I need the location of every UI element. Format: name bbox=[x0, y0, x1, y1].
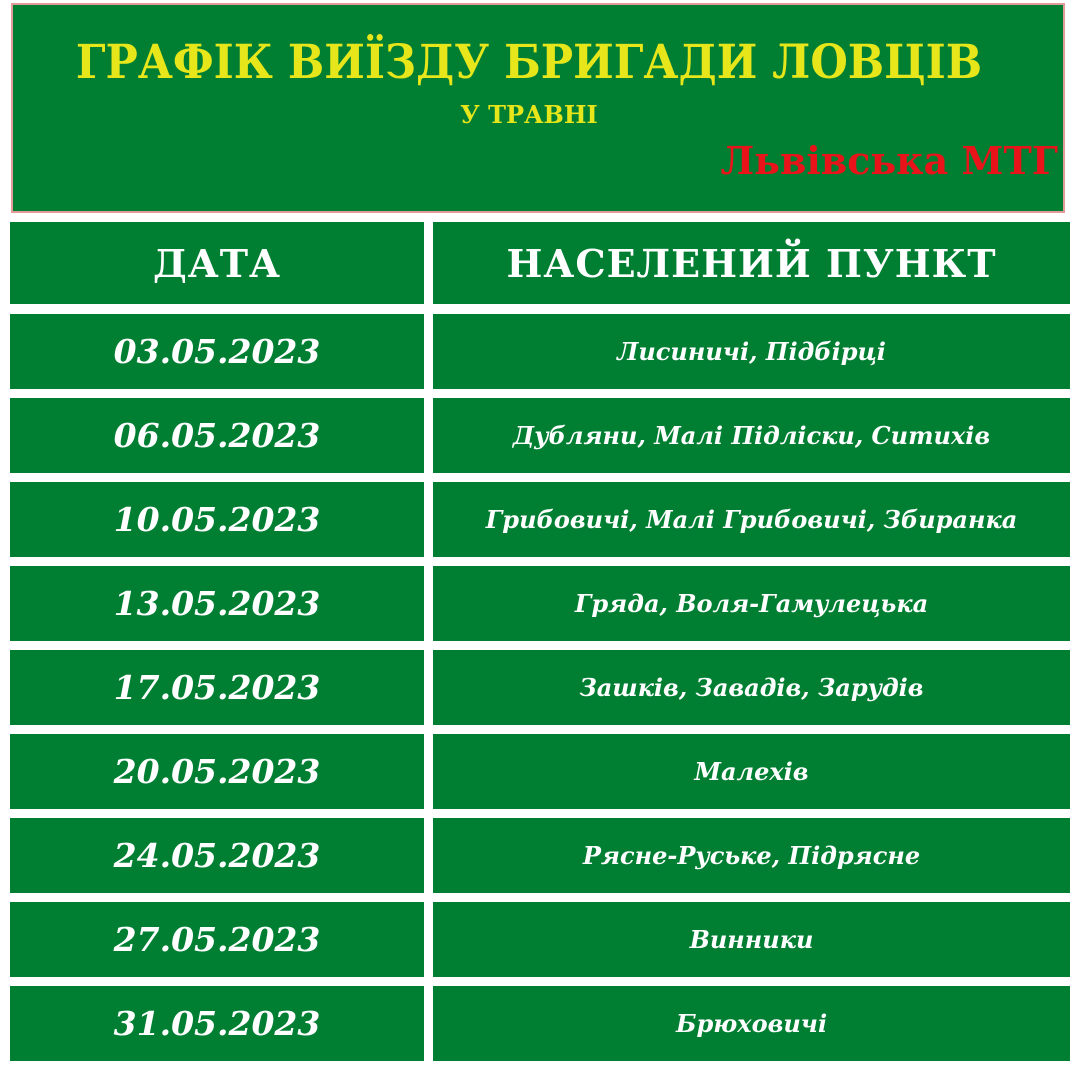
table-row-place: Малехів bbox=[433, 734, 1070, 809]
page-title: ГРАФІК ВИЇЗДУ БРИГАДИ ЛОВЦІВ bbox=[75, 36, 983, 90]
table-row-place: Грибовичі, Малі Грибовичі, Збиранка bbox=[433, 482, 1070, 557]
table-row-date: 13.05.2023 bbox=[10, 566, 424, 641]
table-row-place: Гряда, Воля-Гамулецька bbox=[433, 566, 1070, 641]
table-row-date: 27.05.2023 bbox=[10, 902, 424, 977]
table-row-date: 03.05.2023 bbox=[10, 314, 424, 389]
table-row-date: 06.05.2023 bbox=[10, 398, 424, 473]
page-subtitle: У ТРАВНІ bbox=[460, 100, 598, 129]
table-row-place: Брюховичі bbox=[433, 986, 1070, 1061]
column-header-place: НАСЕЛЕНИЙ ПУНКТ bbox=[433, 222, 1070, 304]
table-row-date: 31.05.2023 bbox=[10, 986, 424, 1061]
table-row-date: 17.05.2023 bbox=[10, 650, 424, 725]
table-row-date: 20.05.2023 bbox=[10, 734, 424, 809]
table-row-place: Рясне-Руське, Підрясне bbox=[433, 818, 1070, 893]
organization-name: Львівська МТГ bbox=[720, 138, 1058, 183]
table-row-place: Винники bbox=[433, 902, 1070, 977]
column-header-date: ДАТА bbox=[10, 222, 424, 304]
table-row-date: 24.05.2023 bbox=[10, 818, 424, 893]
table-row-place: Дубляни, Малі Підліски, Ситихів bbox=[433, 398, 1070, 473]
table-row-date: 10.05.2023 bbox=[10, 482, 424, 557]
table-row-place: Зашків, Завадів, Зарудів bbox=[433, 650, 1070, 725]
table-row-place: Лисиничі, Підбірці bbox=[433, 314, 1070, 389]
